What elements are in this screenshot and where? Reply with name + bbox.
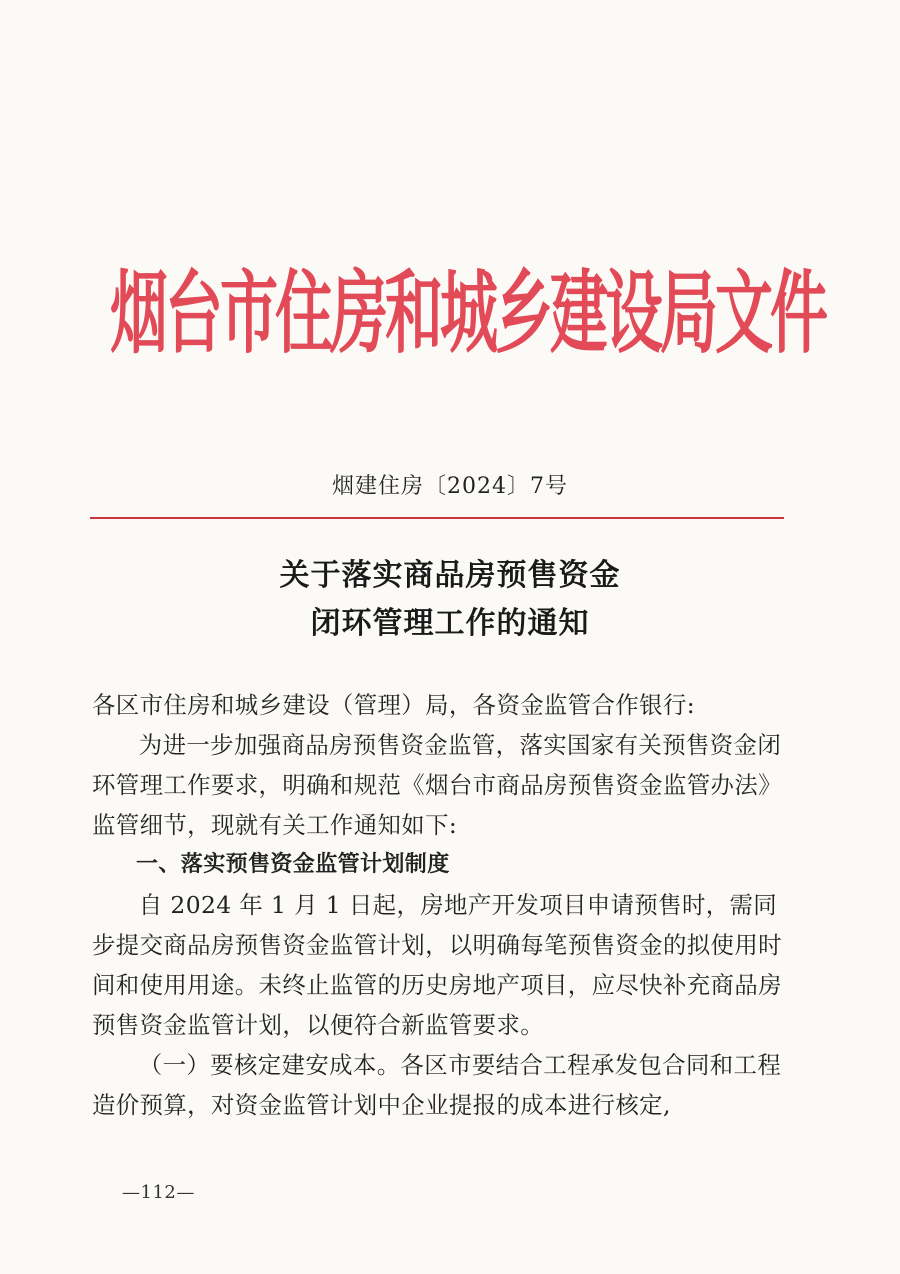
red-divider-line — [90, 517, 784, 519]
addressee-line: 各区市住房和城乡建设（管理）局，各资金监管合作银行: — [92, 691, 696, 719]
document-title-line-1: 关于落实商品房预售资金 — [279, 558, 621, 593]
page-number: —112— — [122, 1182, 195, 1203]
organization-header: 烟台市住房和城乡建设局文件 — [110, 260, 826, 366]
document-title — [0, 552, 900, 648]
section-1-paragraph: 自 2024 年 1 月 1 日起，房地产开发项目申请预售时，需同步提交商品房预售资金监管计划，以明确每笔预售资金的拟使用时间和使用用途。未终止监管的历史房地产项目，应尽快补充商品房预售资金监管计划，以便符合新监管要求。 — [92, 891, 782, 1039]
section-heading-1: 一、落实预售资金监管计划制度 — [136, 852, 450, 877]
intro-paragraph: 为进一步加强商品房预售资金监管，落实国家有关预售资金闭环管理工作要求，明确和规范《烟台市商品房预售资金监管办法》监管细节，现就有关工作通知如下: — [92, 731, 782, 839]
subsection-1-paragraph: （一）要核定建安成本。各区市要结合工程承发包合同和工程造价预算，对资金监管计划中企业提报的成本进行核定, — [92, 1051, 782, 1119]
document-body — [92, 685, 784, 1125]
document-number: 烟建住房〔2024〕7号 — [332, 474, 568, 499]
document-title-line-2: 闭环管理工作的通知 — [310, 606, 590, 641]
